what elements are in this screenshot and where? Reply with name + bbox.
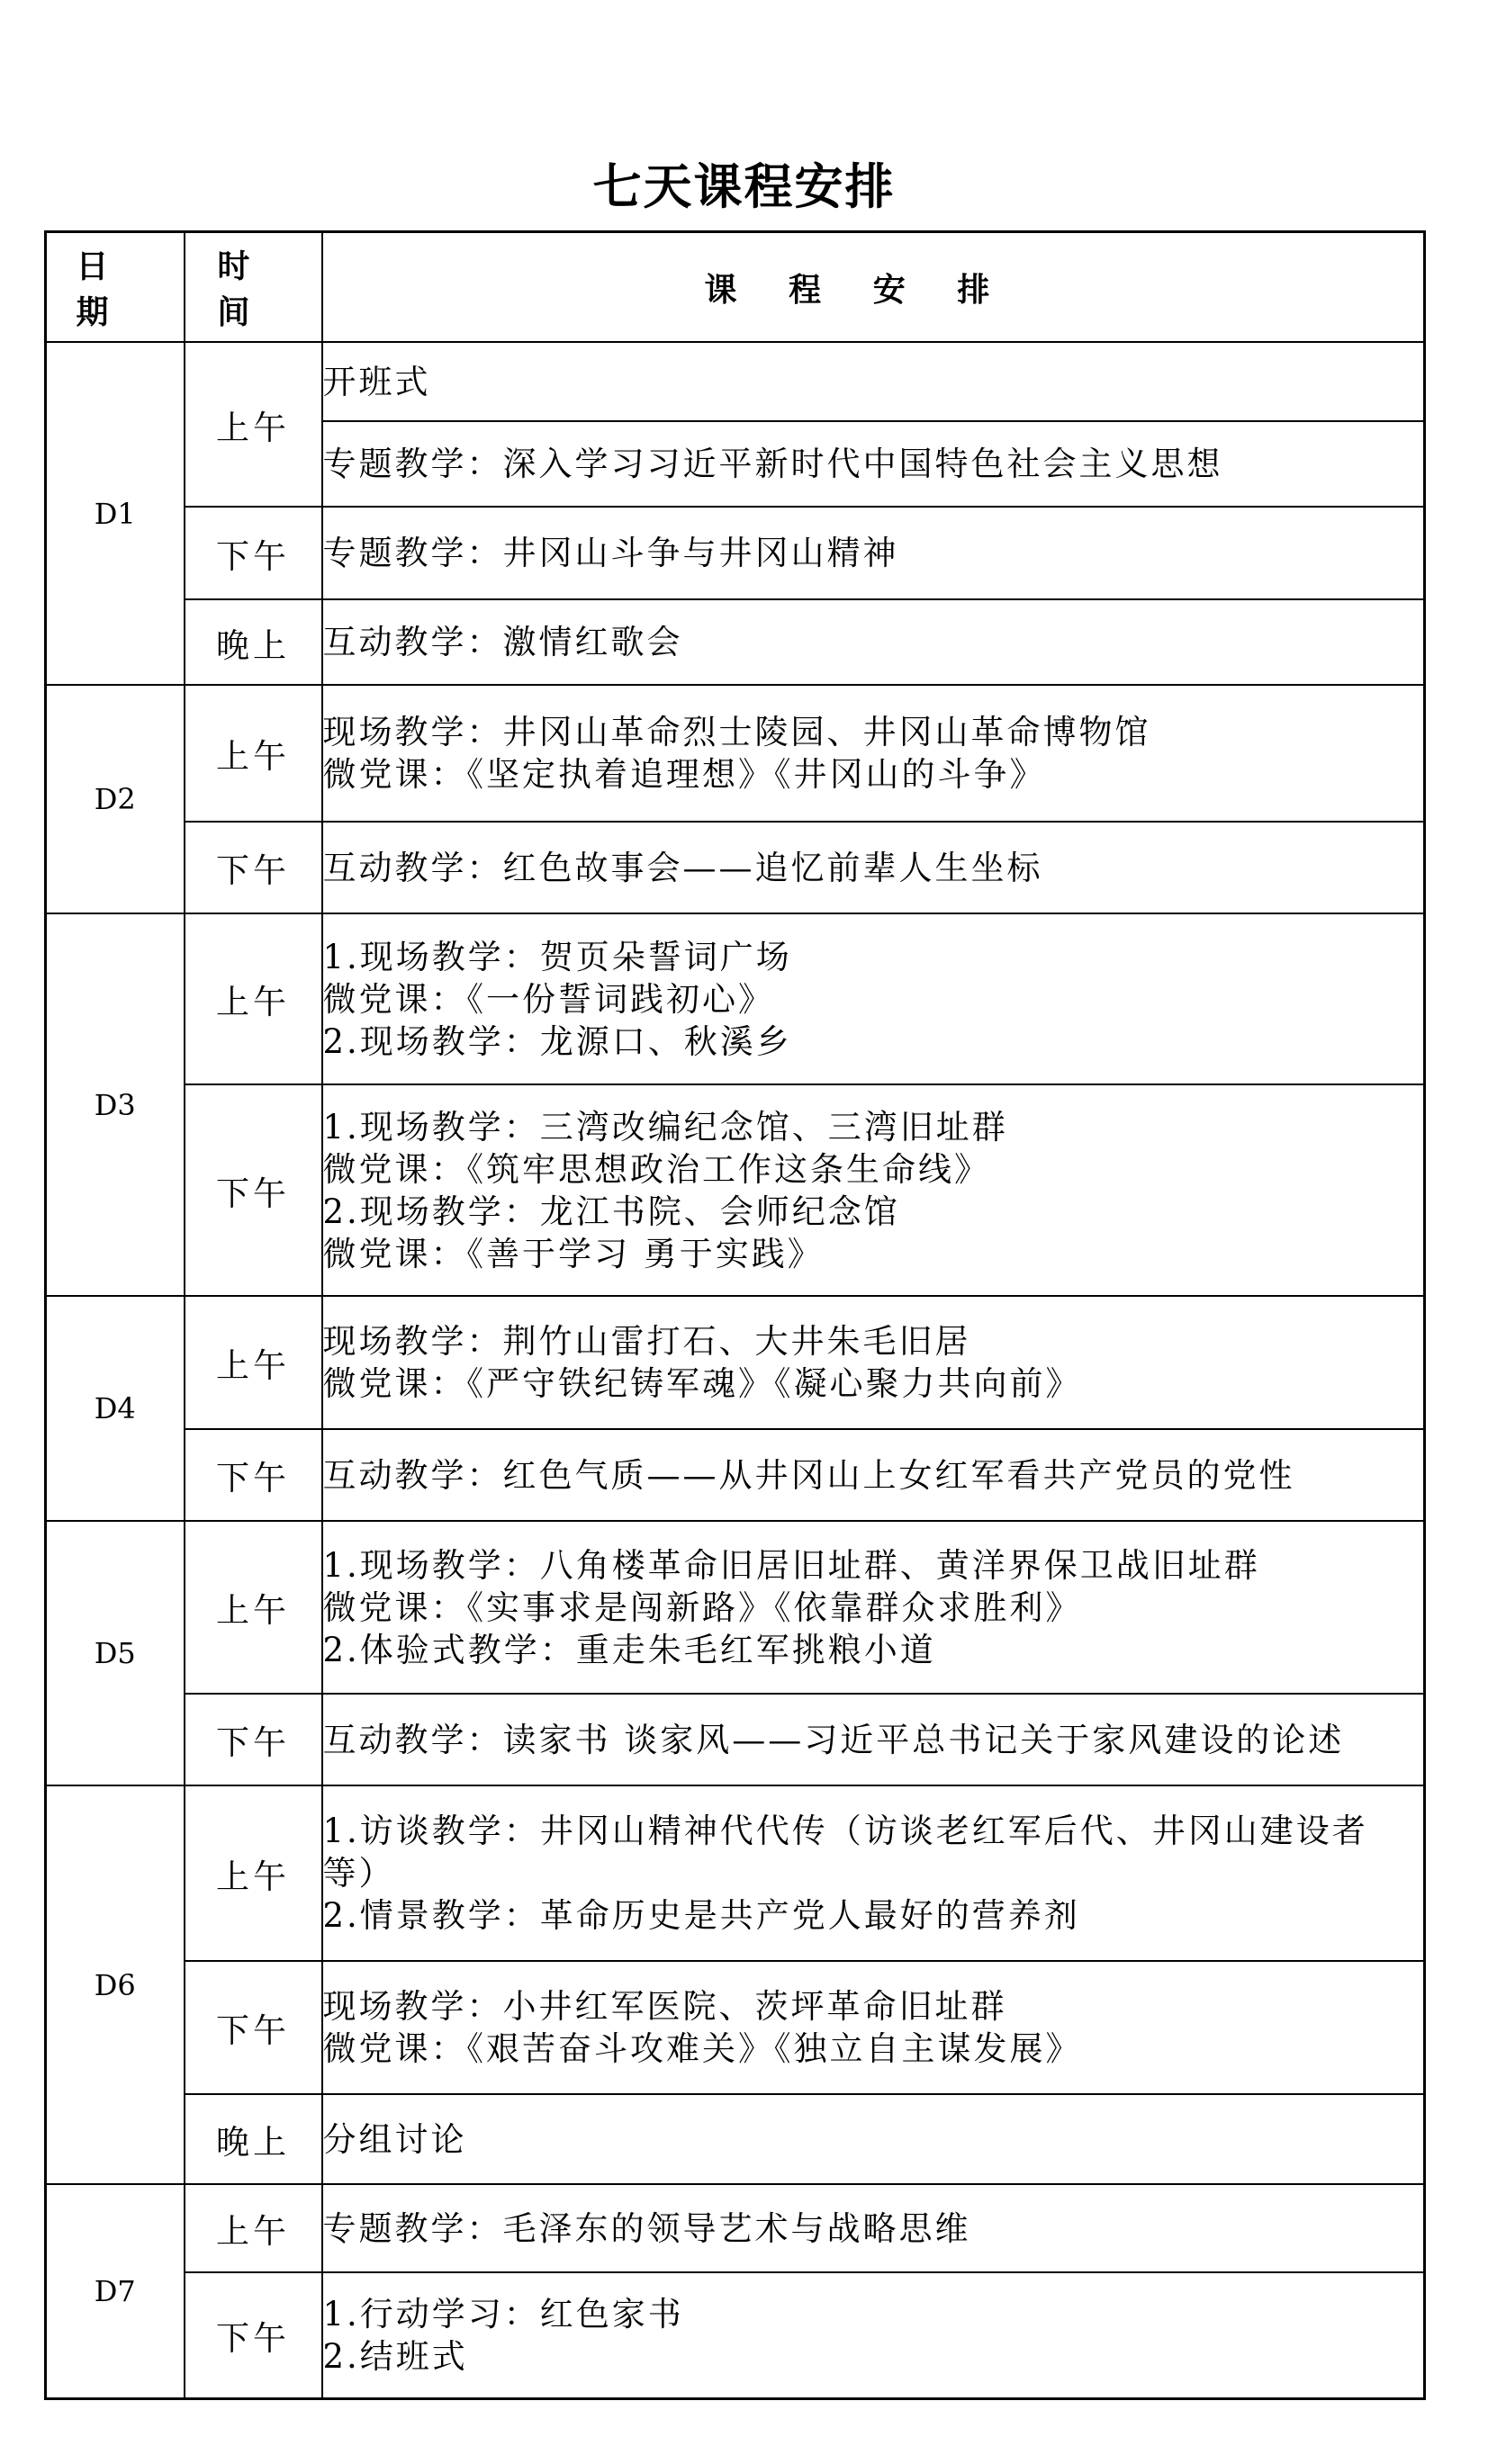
course-line: 微党课：《艰苦奋斗攻难关》《独立自主谋发展》 (322, 2029, 1082, 2068)
course-line: 现场教学：小井红军医院、茨坪革命旧址群 (322, 1987, 1007, 2026)
period-label: 下午 (185, 2272, 322, 2398)
course-line: 互动教学：激情红歌会 (322, 623, 683, 661)
course-line: 2.情景教学：革命历史是共产党人最好的营养剂 (322, 1896, 1080, 1935)
course-content (322, 507, 1425, 599)
course-content (322, 2094, 1425, 2184)
period-label: 下午 (185, 1429, 322, 1521)
course-line: 微党课：《善于学习 勇于实践》 (322, 1234, 824, 1273)
course-line: 2.现场教学：龙江书院、会师纪念馆 (322, 1192, 900, 1231)
course-line: 专题教学：井冈山斗争与井冈山精神 (322, 534, 899, 572)
course-content (322, 2184, 1425, 2272)
schedule-row (46, 1521, 1425, 1694)
period-label: 晚上 (185, 2094, 322, 2184)
course-line: 分组讨论 (322, 2119, 467, 2159)
course-line: 互动教学：红色故事会——追忆前辈人生坐标 (322, 848, 1043, 887)
schedule-row (46, 685, 1425, 822)
period-label: 下午 (185, 822, 322, 913)
course-line: 1.访谈教学：井冈山精神代代传（访谈老红军后代、井冈山建设者等） (322, 1812, 1368, 1893)
course-content (322, 1521, 1425, 1694)
course-line: 微党课：《严守铁纪铸军魂》《凝心聚力共向前》 (322, 1364, 1082, 1403)
course-content (322, 1429, 1425, 1521)
period-label: 下午 (185, 1961, 322, 2094)
period-label: 上午 (185, 342, 322, 507)
course-content (322, 2272, 1425, 2398)
period-label: 上午 (185, 1785, 322, 1961)
course-content (322, 1694, 1425, 1785)
schedule-row (46, 2094, 1425, 2184)
course-content (322, 822, 1425, 913)
course-line: 互动教学：读家书 谈家风——习近平总书记关于家风建设的论述 (322, 1720, 1345, 1759)
course-line: 2.现场教学：龙源口、秋溪乡 (322, 1021, 792, 1061)
period-label: 下午 (185, 1084, 322, 1296)
period-label: 下午 (185, 507, 322, 599)
course-line: 开班式 (322, 362, 431, 401)
course-line: 微党课：《筑牢思想政治工作这条生命线》 (322, 1149, 990, 1189)
schedule-row (46, 1429, 1425, 1521)
schedule-row (46, 599, 1425, 685)
day-label: D3 (46, 913, 185, 1296)
course-line: 专题教学：毛泽东的领导艺术与战略思维 (322, 2208, 971, 2248)
course-content (322, 1296, 1425, 1429)
schedule-row (46, 1084, 1425, 1296)
course-content (322, 1785, 1425, 1961)
course-line: 2.体验式教学：重走朱毛红军挑粮小道 (322, 1630, 936, 1669)
course-content (322, 599, 1425, 685)
course-content (322, 342, 1425, 421)
schedule-row (46, 822, 1425, 913)
course-line: 微党课：《一份誓词践初心》 (322, 979, 774, 1019)
period-label: 上午 (185, 685, 322, 822)
course-line: 微党课：《实事求是闯新路》《依靠群众求胜利》 (322, 1587, 1082, 1627)
period-label: 上午 (185, 2184, 322, 2272)
course-line: 1.现场教学：三湾改编纪念馆、三湾旧址群 (322, 1107, 1008, 1147)
period-label: 上午 (185, 1521, 322, 1694)
course-line: 2.结班式 (322, 2336, 468, 2376)
day-label: D1 (46, 342, 185, 685)
schedule-row (46, 2272, 1425, 2398)
course-line: 1.现场教学：八角楼革命旧居旧址群、黄洋界保卫战旧址群 (322, 1545, 1260, 1585)
course-line: 互动教学：红色气质——从井冈山上女红军看共产党员的党性 (322, 1455, 1295, 1495)
period-label: 下午 (185, 1694, 322, 1785)
schedule-row (46, 1296, 1425, 1429)
schedule-row (46, 342, 1425, 421)
period-label: 上午 (185, 1296, 322, 1429)
schedule-row (46, 1694, 1425, 1785)
schedule-row (46, 2184, 1425, 2272)
course-line: 1.现场教学：贺页朵誓词广场 (322, 937, 792, 976)
schedule-table (44, 230, 1426, 2400)
period-label: 上午 (185, 913, 322, 1084)
header-course: 课程安排 (322, 232, 1425, 343)
header-row (46, 232, 1425, 343)
schedule-row (46, 1785, 1425, 1961)
day-label: D2 (46, 685, 185, 913)
day-label: D6 (46, 1785, 185, 2184)
course-line: 1.行动学习：红色家书 (322, 2294, 684, 2334)
day-label: D4 (46, 1296, 185, 1521)
header-date: 日期 (46, 232, 185, 343)
course-line: 微党课：《坚定执着追理想》《井冈山的斗争》 (322, 755, 1046, 794)
schedule-row (46, 1961, 1425, 2094)
course-line: 专题教学：深入学习习近平新时代中国特色社会主义思想 (322, 445, 1223, 483)
course-content (322, 421, 1425, 507)
course-line: 现场教学：荆竹山雷打石、大井朱毛旧居 (322, 1322, 971, 1361)
course-content (322, 1084, 1425, 1296)
schedule-row (46, 507, 1425, 599)
period-label: 晚上 (185, 599, 322, 685)
course-line: 现场教学：井冈山革命烈士陵园、井冈山革命博物馆 (322, 713, 1151, 751)
course-content (322, 913, 1425, 1084)
schedule-body (46, 342, 1425, 2398)
course-content (322, 1961, 1425, 2094)
header-time: 时间 (185, 232, 322, 343)
day-label: D7 (46, 2184, 185, 2398)
page-title: 七天课程安排 (592, 158, 896, 215)
day-label: D5 (46, 1521, 185, 1785)
course-content (322, 685, 1425, 822)
schedule-row (46, 913, 1425, 1084)
